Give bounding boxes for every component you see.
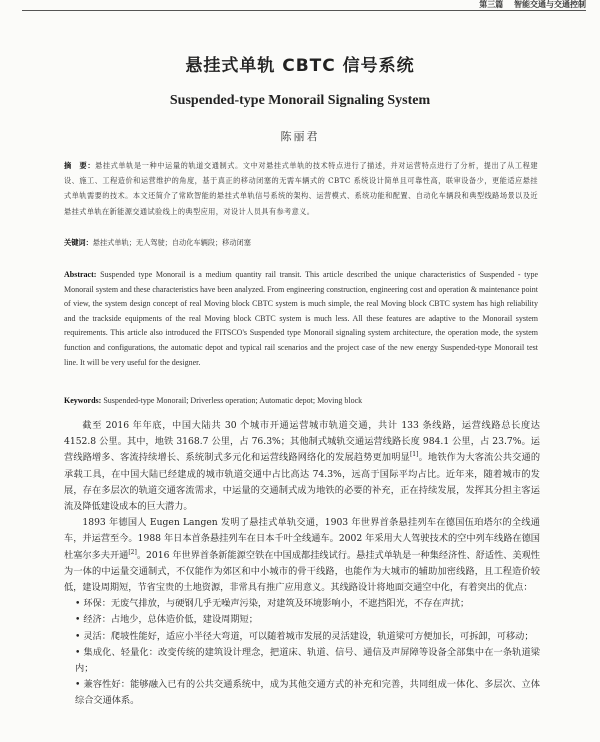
body-p2-rest: 。2016 年世界首条新能源空铁在中国成都挂线试行。悬挂式单轨是一种集经济性、舒适性、美观性为一体的中运量交通制式，不仅能作为郊区和中小城市的骨干线路，也能作为大城市的辅助加密线路，且工程造价较低，建设周期短，节省宝贵的土地资源，非常具有推广应用意义。其线路设计将地面交通空中化，有着突出的优点： [64,549,540,594]
header-issue: 第三篇 [479,0,504,9]
abstract-cn-text: 悬挂式单轨是一种中运量的轨道交通制式。文中对悬挂式单轨的技术特点进行了描述，并对运营特点进行了分析，提出了从工程建设、施工、工程造价和运营维护的角度，基于真正的移动闭塞的无需车辆式的 CBTC 系统设计简单且可靠性高，联审设备少，更能适应悬挂式单轨需要的技术。本文还简介了常欧智能的悬挂式单轨信号系统的架构、运营模式、系统功能和配置、自动化车辆段和典型线路场景以及近悬挂式单轨在新能源交通试验线上的典型应用，对设计人员具有参考意义。 [64,161,538,216]
body-paragraph [64,515,540,596]
paper-title-cn: 悬挂式单轨 CBTC 信号系统 [185,56,415,76]
header-rule [22,10,586,11]
abstract-cn [64,158,538,219]
bullet-item: • 环保：无废气排放，与硬钢几乎无噪声污染，对建筑及环境影响小，不遮挡阳光，不存在声扰； [75,598,470,610]
bullet-item: • 经济：占地少，总体造价低，建设周期短； [75,614,258,626]
body-p2-text: 1893 年德国人 Eugen Langen 发明了悬挂式单轨交通，1903 年世界首条悬挂列车在德国伍珀塔尔的全线通车，并运营至今。1988 年日本首条悬挂列车在日本千叶全线通车。2002 年采用大人驾驶技术的空中列车线路在德国杜塞尔多夫开通 [64,517,540,561]
citation-ref: [2] [128,548,137,556]
abstract-en-label: Abstract: [64,270,97,279]
paper-title-en: Suspended-type Monorail Signaling System [169,93,431,108]
keywords-en-label: Keywords: [64,396,102,405]
citation-ref: [1] [409,451,419,459]
keywords-cn-text: 悬挂式单轨；无人驾驶；自动化车辆段；移动闭塞 [92,238,251,247]
body-p1-text: 截至 2016 年年底，中国大陆共 30 个城市开通运营城市轨道交通，共计 133 条线路，运营线路总长度达 4152.8 公里。其中，地铁 3168.7 公里，占 76.3%；其他制式城轨交通运营线路长度 984.1 公里，占 23.7%。运营线路增多、客流持续增长、系统制式多元化和运营线路网络化的发展趋势更加明显 [64,420,540,464]
author-name: 陈丽君 [280,130,320,143]
bullet-item: • 灵活：爬坡性能好，适应小半径大弯道，可以随着城市发展的灵活建设，轨道梁可方便加长，可拆卸，可移动； [75,630,534,642]
abstract-cn-label: 摘 要： [64,161,96,170]
body-p1-rest: 。地铁作为大客流公共交通的承载工具，在中国大陆已经建成的城市轨道交通中占比高达 74.3%，远高于国际平均占比。近年来，随着城市的发展，存在多层次的轨道交通客流需求，中运量的交通制式成为地铁的必要的补充，正在持续发展，发挥其分担主客运流及降低建设成本的巨大潜力。 [64,452,541,513]
keywords-cn [64,236,538,250]
keywords-en-text: Suspended-type Monorail; Driverless operation; Automatic depot; Moving block [103,396,363,405]
keywords-cn-label: 关键词： [64,238,93,247]
keywords-en [64,394,538,407]
header-section: 智能交通与交通控制 [514,0,586,9]
bullet-item: • 集成化、轻量化：改变传统的建筑设计理念，把道床、轨道、信号、通信及声屏障等设备全部集中在一条轨道梁内； [75,646,540,675]
body-text [64,418,540,710]
bullet-item: • 兼容性好：能够融入已有的公共交通系统中，成为其他交通方式的补充和完善，共同组成一体化、多层次、立体综合交通体系。 [75,679,540,707]
abstract-en-text: Suspended type Monorail is a medium quantity rail transit. This article described the unique characteristics of Suspended - type Monorail system and these characteristics have been analyzed. From engineering construction, engineering cost and operation & maintenance point of view, the system design concept of real Moving block CBTC system is much simple, the real Moving block CBTC system has high reliability and the trackside equipments of the real Moving block CBTC system is much less. All these features are adaptive to the Monorail system requirements. This article also introduced the FITSCO's Suspended type Monorail signaling system architecture, the operation mode, the system function and configurations, the automatic depot and typical rail scenarios and the project case of the new energy Suspended-type Monorail test line. It will be very useful for the designer. [64,270,539,367]
body-paragraph [64,418,540,515]
abstract-en [64,268,538,370]
running-header [471,0,586,10]
